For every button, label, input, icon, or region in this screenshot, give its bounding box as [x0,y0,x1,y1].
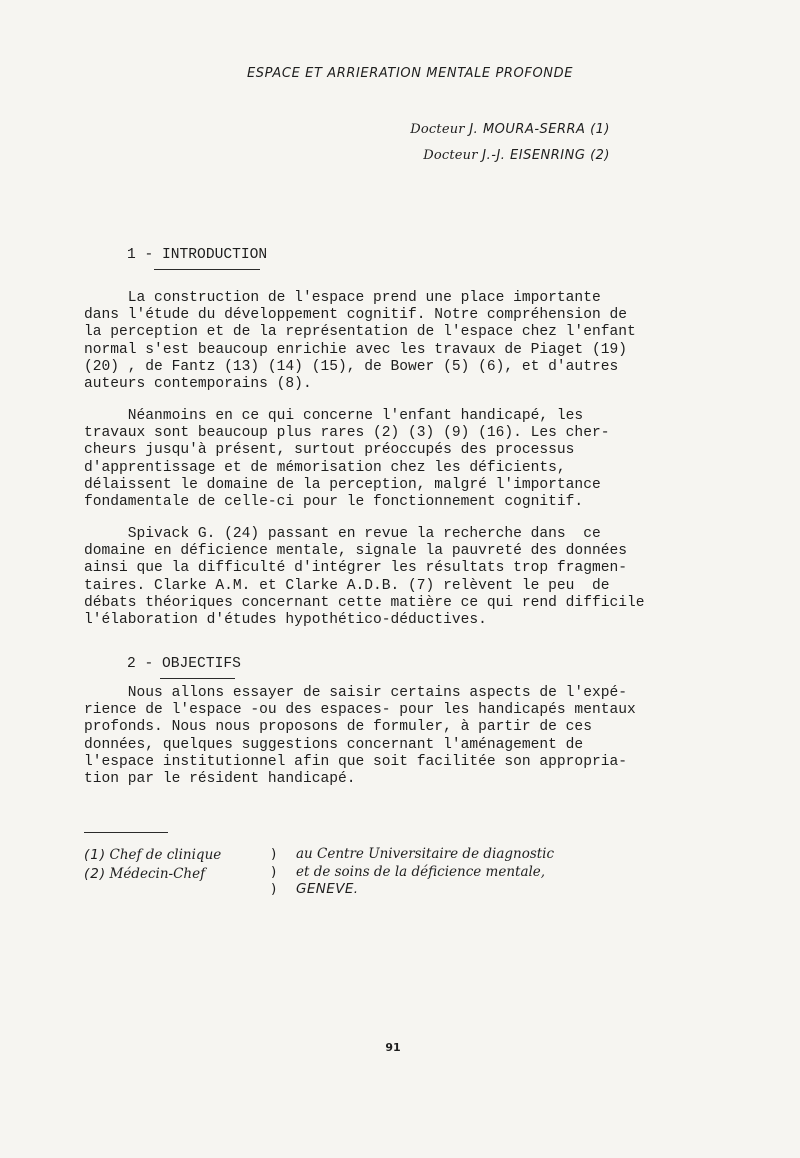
footnote-2-number: (2) [84,865,107,882]
affiliation-line-2: et de soins de la déficience mentale, [296,863,546,880]
affiliation-line-3: GENEVE. [296,881,359,897]
footnote-brackets: ) ) ) [271,846,277,897]
author-2-name: J.-J. EISENRING (2) [482,148,610,163]
author-1-name: J. MOURA-SERRA (1) [469,122,610,137]
section-heading-objectifs: 2 - OBJECTIFS [127,656,241,672]
footnote-2-label: Médecin-Chef [109,865,206,882]
section-heading-introduction: 1 - INTRODUCTION [127,247,268,263]
footnote-1-number: (1) [84,847,107,863]
footnote-separator [84,832,168,833]
paragraph: Spivack G. (24) passant en revue la recherche dans ce domaine en déficience mentale, signale la pauvreté des données ainsi que la difficulté d'intégrer les résultats trop fragmen- taires. Clarke A.M. et Clarke A.D.B. (7) relèvent le peu de débats théoriques concernant cette matière ce qui rend difficile l'élaboration d'études hypothético-déductives. [84,526,645,629]
heading-underline [154,269,260,270]
footnote-affiliation [296,846,554,899]
author-line-2 [423,148,610,163]
paragraph: Néanmoins en ce qui concerne l'enfant handicapé, les travaux sont beaucoup plus rares (2) (3) (9) (16). Les cher- cheurs jusqu'à présent, surtout préoccupés des processus d'apprentissage et de mémorisation chez les déficients, délaissent le domaine de la perception, malgré l'importance fondamentale de celle-ci pour le fonctionnement cognitif. [84,408,610,511]
author-1-prefix: Docteur [410,122,465,137]
footnote-2 [84,865,221,884]
author-line-1 [410,122,610,137]
author-2-prefix: Docteur [423,148,478,163]
affiliation-line-1: au Centre Universitaire de diagnostic [296,846,555,862]
article-title: ESPACE ET ARRIERATION MENTALE PROFONDE [246,66,574,81]
page-number: 91 [385,1041,401,1054]
footnote-labels [84,846,221,883]
footnote-1-label: Chef de clinique [109,847,222,863]
paragraph: Nous allons essayer de saisir certains aspects de l'expé- rience de l'espace -ou des espaces- pour les handicapés mentaux profonds. Nous nous proposons de formuler, à partir de ces données, quelques suggestions concernant l'aménagement de l'espace institutionnel afin que soit facilitée son appropria- tion par le résident handicapé. [84,685,636,788]
footnote-1 [84,846,221,865]
heading-underline [160,678,235,679]
paragraph: La construction de l'espace prend une place importante dans l'étude du développement cognitif. Notre compréhension de la perception et de la représentation de l'espace chez l'enfant normal s'est beaucoup enrichie avec les travaux de Piaget (19) (20) , de Fantz (13) (14) (15), de Bower (5) (6), et d'autres auteurs contemporains (8). [84,290,636,393]
